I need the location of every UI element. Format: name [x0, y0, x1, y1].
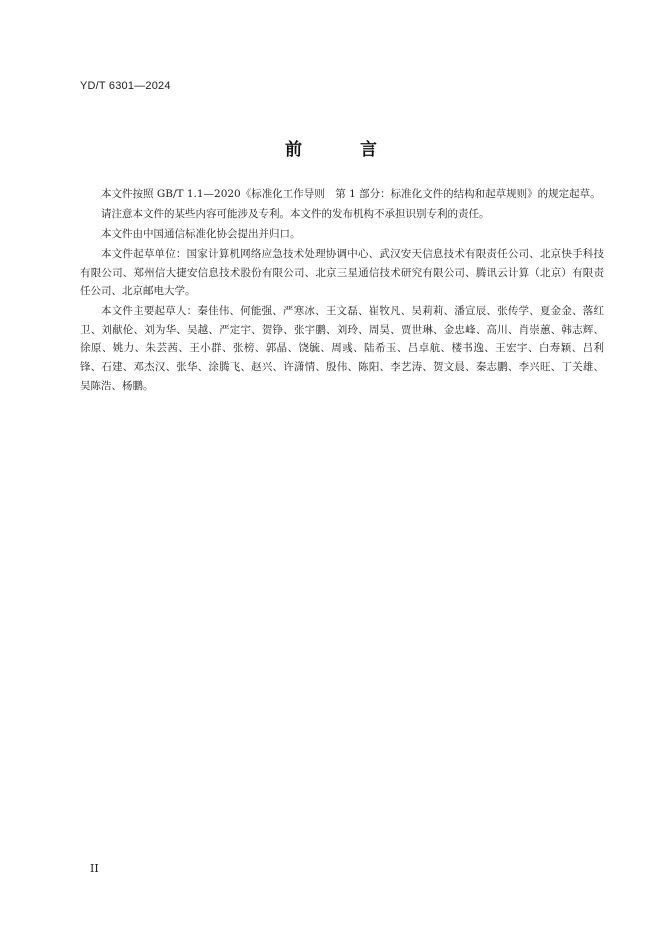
paragraph-drafting-units: 本文件起草单位：国家计算机网络应急技术处理协调中心、武汉安天信息技术有限责任公司、北京快手科技有限公司、郑州信大捷安信息技术股份有限公司、北京三星通信技术研究有限公司、腾讯云计算（北京）有限责任公司、北京邮电大学。 — [80, 247, 604, 298]
paragraph-patent-notice: 请注意本文件的某些内容可能涉及专利。本文件的发布机构不承担识别专利的责任。 — [101, 207, 490, 220]
document-body — [80, 185, 604, 396]
page-title: 前 言 — [285, 140, 403, 160]
paragraph-drafting-basis: 本文件按照 GB/T 1.1—2020《标准化工作导则 第 1 部分：标准化文件的结构和起草规则》的规定起草。 — [101, 188, 601, 200]
page-number: II — [90, 862, 99, 875]
paragraph-proposer: 本文件由中国通信标准化协会提出并归口。 — [101, 227, 301, 240]
document-code: YD/T 6301—2024 — [80, 80, 171, 92]
paragraph-drafters: 本文件主要起草人：秦佳伟、何能强、严寒冰、王文磊、崔牧凡、吴莉莉、潘宣辰、张传学、夏金金、落红卫、刘献伦、刘为华、吴越、严定宇、贺铮、张宇鹏、刘玲、周昊、贾世琳、金忠峰、高川、肖崇蕙、韩志辉、徐原、姚力、朱芸茜、王小群、张榜、郭晶、饶毓、周彧、陆希玉、吕卓航、楼书逸、王宏宇、白寿颖、吕利锋、石建、邓杰汉、张华、涂腾飞、赵兴、许潇情、殷伟、陈阳、李艺涛、贺文晨、秦志鹏、李兴旺、丁关雄、吴陈浩、杨鹏。 — [80, 305, 604, 392]
